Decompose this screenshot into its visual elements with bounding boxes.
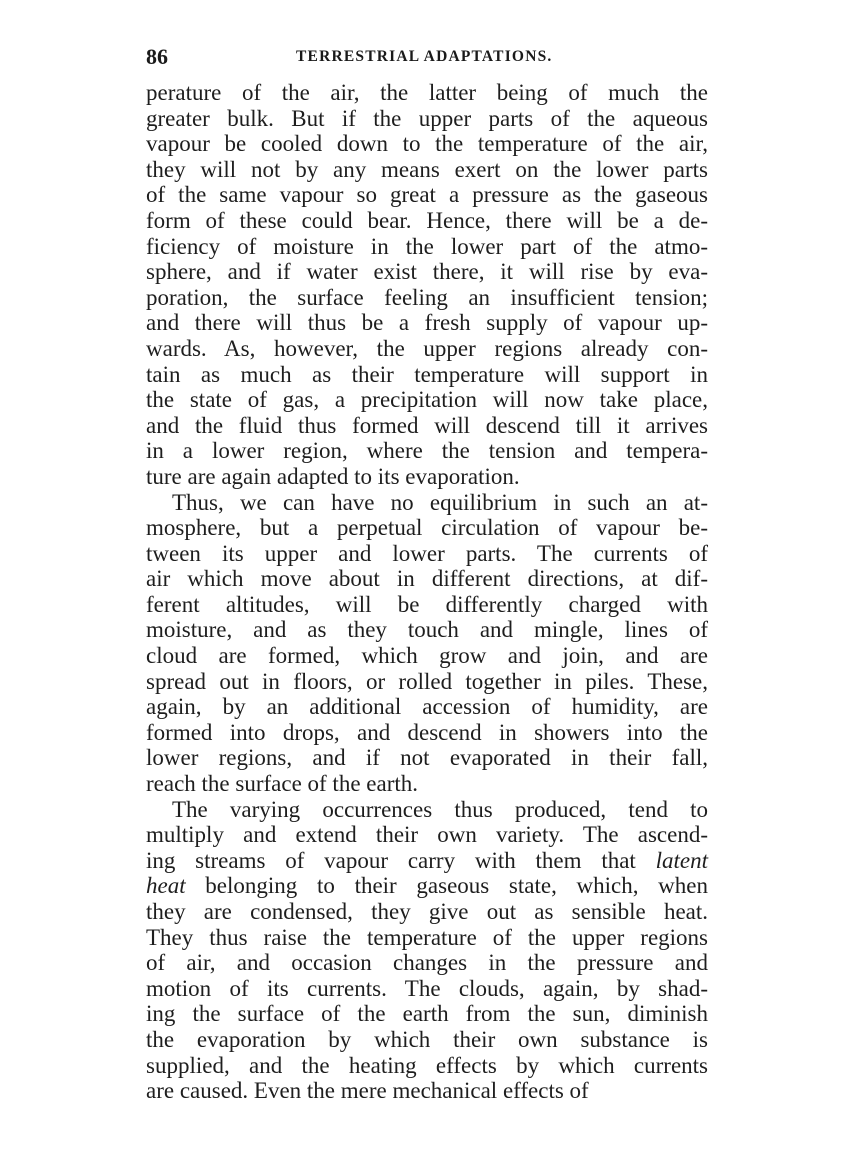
text-line: The varying occurrences thus produced, tend to <box>172 796 708 822</box>
text-line: cloud are formed, which grow and join, and are <box>146 643 708 669</box>
text-line: of the same vapour so great a pressure as the gaseous <box>146 182 708 208</box>
text-line: sphere, and if water exist there, it will rise by eva- <box>146 259 708 285</box>
text-line: in a lower region, where the tension and tempera- <box>146 438 708 464</box>
text-line: ing streams of vapour carry with them that latent <box>146 847 708 873</box>
text-line: greater bulk. But if the upper parts of the aqueous <box>146 105 708 131</box>
paragraph <box>146 797 708 1104</box>
text-line: ferent altitudes, will be differently charged with <box>146 591 708 617</box>
text-line: tween its upper and lower parts. The currents of <box>146 540 708 566</box>
body-text <box>146 80 708 1104</box>
text-line: they will not by any means exert on the lower parts <box>146 156 708 182</box>
text-line: lower regions, and if not evaporated in their fall, <box>146 745 708 771</box>
text-line: ture are again adapted to its evaporation. <box>146 463 520 489</box>
text-line: moisture, and as they touch and mingle, lines of <box>146 617 708 643</box>
running-title: TERRESTRIAL ADAPTATIONS. <box>296 48 553 65</box>
text-line: tain as much as their temperature will support in <box>146 361 708 387</box>
text-line: and the fluid thus formed will descend till it arrives <box>146 412 708 438</box>
text-line: are caused. Even the mere mechanical effects of <box>146 1078 589 1104</box>
text-line: of air, and occasion changes in the pressure and <box>146 950 708 976</box>
paragraph <box>146 490 708 797</box>
text-line: again, by an additional accession of humidity, are <box>146 694 708 720</box>
text-line: and there will thus be a fresh supply of vapour up- <box>146 310 708 336</box>
text-line: ficiency of moisture in the lower part of the atmo- <box>146 233 708 259</box>
running-head <box>146 40 708 76</box>
text-line: reach the surface of the earth. <box>146 771 419 797</box>
text-line: supplied, and the heating effects by which currents <box>146 1052 708 1078</box>
text-line: poration, the surface feeling an insufficient tension; <box>146 284 708 310</box>
text-line: vapour be cooled down to the temperature of the air, <box>146 131 708 157</box>
text-line: form of these could bear. Hence, there will be a de- <box>146 207 708 233</box>
paragraph <box>146 80 708 490</box>
text-line: they are condensed, they give out as sensible heat. <box>146 899 708 924</box>
page-number: 86 <box>146 44 168 69</box>
text-line: multiply and extend their own variety. The ascend- <box>146 822 708 848</box>
text-line: ing the surface of the earth from the sun, diminish <box>146 1001 708 1027</box>
text-line: motion of its currents. The clouds, again, by shad- <box>146 975 708 1001</box>
text-line: air which move about in different directions, at dif- <box>146 566 708 592</box>
text-line: formed into drops, and descend in showers into the <box>146 719 708 745</box>
text-line: the state of gas, a precipitation will now take place, <box>146 387 708 413</box>
text-line: spread out in floors, or rolled together in piles. These, <box>146 668 708 694</box>
text-line: the evaporation by which their own substance is <box>146 1026 708 1052</box>
text-line: Thus, we can have no equilibrium in such an at- <box>172 489 708 515</box>
text-line: heat belonging to their gaseous state, which, when <box>146 873 708 899</box>
text-line: They thus raise the temperature of the upper regions <box>146 924 708 950</box>
text-line: mosphere, but a perpetual circulation of vapour be- <box>146 515 708 541</box>
text-line: wards. As, however, the upper regions already con- <box>146 335 708 361</box>
text-line: perature of the air, the latter being of much the <box>146 80 708 105</box>
